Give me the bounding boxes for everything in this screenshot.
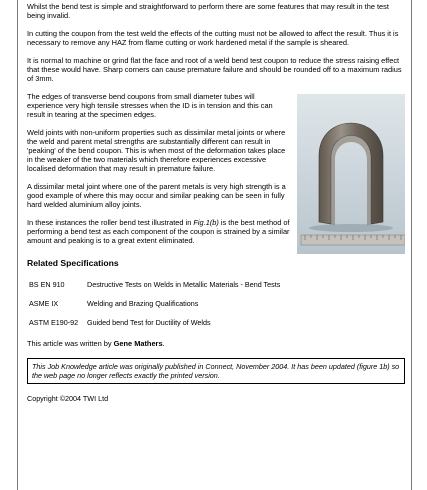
related-specifications-heading: Related Specifications [27, 258, 119, 268]
paragraph-peaking: Weld joints with non-uniform properties such as dissimilar metal joints or where the weld and parent metal strengths are substantially different can result in 'peaking' of the bend coupon. This is when most of the deformation takes place in the weaker of the two materials which therefore experiences excessive localised deformation that may result in premature failure. [27, 128, 286, 173]
article-content [27, 2, 405, 403]
spec-description: Destructive Tests on Welds in Metallic Materials - Bend Tests [87, 280, 281, 289]
spec-code: ASME IX [29, 299, 59, 308]
bent-coupon-photo [297, 94, 405, 254]
author-name: Gene Mathers [113, 339, 163, 348]
bent-coupon-photo-icon [297, 94, 405, 254]
table-row [29, 299, 280, 318]
paragraph-machining: It is normal to machine or grind flat the face and root of a weld bend test coupon to reduce the stress raising effect that these would have. Sharp corners can cause premature failure and should be rounded off to a maximum radius of 3mm. [27, 56, 402, 83]
paragraph-tube-edges: The edges of transverse bend coupons from small diameter tubes will experience very high tensile stresses when the ID is in tension and this can result in tearing at the specimen edges. [27, 92, 273, 119]
spec-description: Welding and Brazing Qualifications [87, 299, 199, 308]
paragraph-validity: Whilst the bend test is simple and straightforward to perform there are some features that may result in the test being invalid. [27, 2, 389, 20]
wrap-section [27, 92, 405, 245]
paragraph-cutting: In cutting the coupon from the test weld the effects of the cutting must not be allowed to affect the result. Thus it is necessary to remove any HAZ from flame cutting or work hardened metal if the sample is sheared. [27, 29, 399, 47]
publication-note: This Job Knowledge article was originally published in Connect, November 2004. It has been updated (figure 1b) so the web page no longer reflects exactly the printed version. [27, 358, 405, 384]
author-line: This article was written by Gene Mathers. [27, 339, 165, 348]
figure-reference: Fig.1(b) [193, 218, 219, 227]
spec-description: Guided bend Test for Ductility of Welds [87, 318, 211, 327]
spec-code: ASTM E190-92 [29, 318, 79, 327]
paragraph-dissimilar: A dissimilar metal joint where one of the parent metals is very high strength is a good example of where this may occur and similar peaking can be seen in fully hard welded aluminium alloy joints. [27, 182, 286, 209]
copyright: Copyright ©2004 TWI Ltd [27, 394, 109, 403]
spec-code: BS EN 910 [29, 280, 65, 289]
table-row [29, 318, 280, 337]
paragraph-roller-bend: In these instances the roller bend test illustrated in Fig.1(b) is the best method of performing a bend test as each component of the coupon is strained by a similar amount and peaking is to a great extent eliminated. [27, 218, 290, 245]
specifications-table [29, 280, 280, 337]
table-row [29, 280, 280, 299]
